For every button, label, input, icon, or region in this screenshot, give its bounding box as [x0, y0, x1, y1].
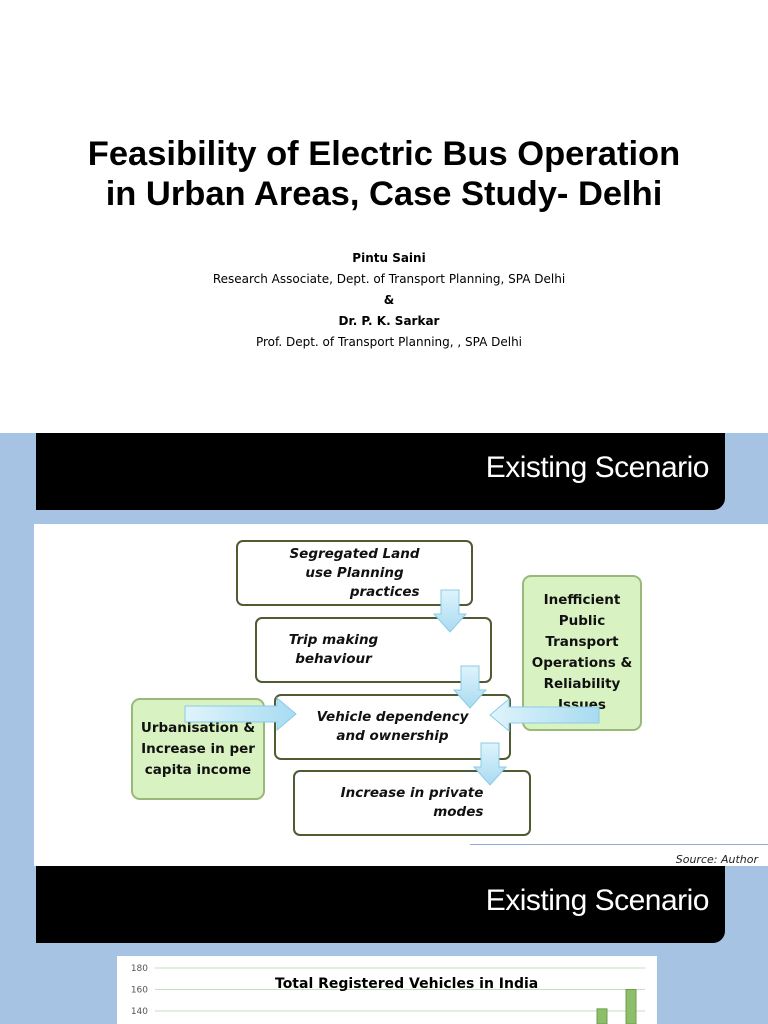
chart-bar — [626, 990, 636, 1024]
green-inefficient-line-6: Issues — [558, 697, 606, 713]
chart-y-tick-label: 160 — [130, 985, 148, 996]
chart-title: Total Registered Vehicles in India — [275, 976, 539, 992]
author-1-role: Research Associate, Dept. of Transport Planning, SPA Delhi — [212, 272, 566, 286]
green-inefficient-line-1: Inefficient — [543, 592, 621, 608]
green-inefficient-line-5: Reliability — [543, 676, 621, 692]
box-segregated-line-2: use Planning — [305, 564, 404, 581]
box-trip-line-1: Trip making — [288, 632, 379, 648]
author-1-name: Pintu Saini — [352, 251, 426, 265]
green-urban-line-1: Urbanisation & — [140, 719, 256, 736]
box-segregated-line-1: Segregated Land — [289, 545, 420, 562]
box-vehicle-line-1: Vehicle dependency — [316, 709, 469, 725]
slide-2-heading: Existing Scenario — [485, 884, 709, 917]
chart-y-tick-label: 180 — [130, 964, 148, 974]
chart-y-tick-label: 140 — [130, 1007, 148, 1017]
author-2-name: Dr. P. K. Sarkar — [338, 314, 440, 328]
author-2-role: Prof. Dept. of Transport Planning, , SPA Delhi — [255, 335, 523, 349]
source-note: Source: Author — [675, 853, 758, 866]
title-line-2: in Urban Areas, Case Study- Delhi — [105, 175, 663, 213]
chart-bar — [597, 1009, 607, 1024]
green-inefficient-line-3: Transport — [545, 634, 619, 650]
slide-1-heading: Existing Scenario — [485, 451, 709, 484]
green-urban-line-3: capita income — [144, 761, 252, 778]
box-increase-line-2: modes — [433, 804, 484, 820]
box-segregated-line-3: practices — [349, 583, 420, 600]
green-urban-line-2: Increase in per — [141, 740, 255, 757]
green-inefficient-line-2: Public — [558, 613, 606, 629]
box-vehicle-line-2: and ownership — [336, 728, 449, 744]
author-ampersand: & — [383, 293, 395, 307]
green-inefficient-line-4: Operations & — [531, 655, 633, 671]
box-increase-line-1: Increase in private — [340, 785, 484, 801]
box-trip-line-2: behaviour — [295, 651, 372, 667]
title-line-1: Feasibility of Electric Bus Operation — [87, 135, 681, 173]
